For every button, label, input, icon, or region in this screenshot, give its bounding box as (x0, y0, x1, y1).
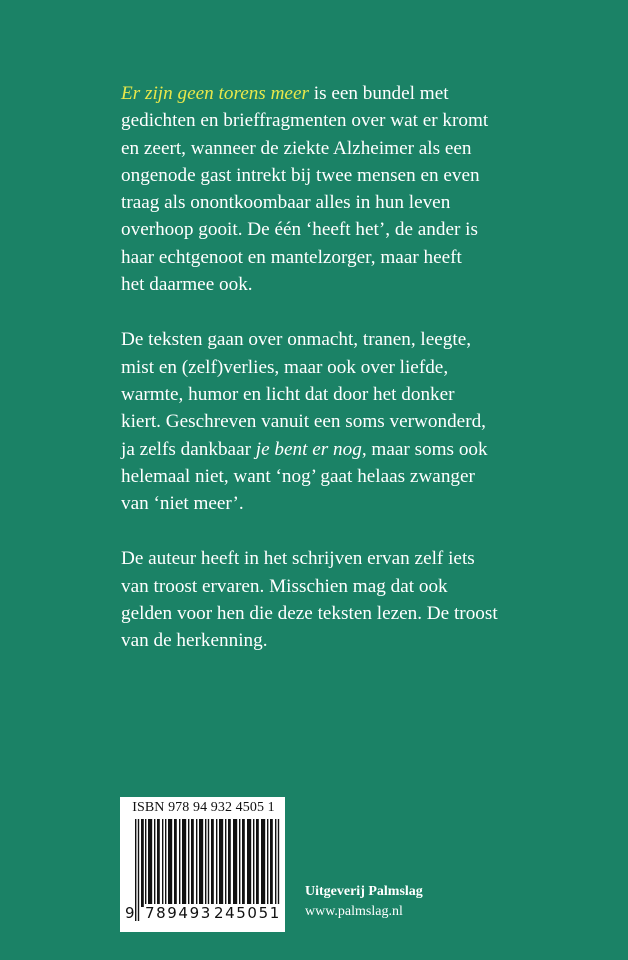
blurb-line: van de herkenning. (121, 630, 268, 652)
barcode-right-digits: 245051 (214, 904, 281, 922)
blurb-line: gedichten en brieffragmenten over wat er kromt (121, 110, 489, 132)
blurb-line: warmte, humor en licht dat door het donker (121, 383, 455, 405)
blurb-line: haar echtgenoot en mantelzorger, maar heeft (121, 246, 462, 268)
blurb-paragraph-3 (121, 545, 541, 654)
blurb-line: gelden voor hen die deze teksten lezen. De troost (121, 603, 498, 625)
publisher-info (305, 882, 423, 922)
publisher-name: Uitgeverij Palmslag (305, 884, 423, 899)
blurb-line (121, 80, 541, 107)
blurb-paragraph-1 (121, 80, 541, 298)
barcode-left-digits: 789493 (145, 904, 212, 922)
blurb-text: is een bundel met (308, 83, 449, 104)
blurb-line: van ‘niet meer’. (121, 493, 244, 515)
blurb-line (121, 436, 541, 463)
blurb-line: ongenode gast intrekt bij twee mensen en even (121, 164, 480, 186)
barcode-lead-digit: 9 (125, 904, 137, 922)
publisher-url: www.palmslag.nl (305, 904, 403, 919)
blurb-line: De auteur heeft in het schrijven ervan zelf iets (121, 548, 475, 570)
blurb-line: en zeert, wanneer de ziekte Alzheimer als een (121, 137, 472, 159)
emphasized-phrase: je bent er nog (255, 438, 362, 460)
blurb-line: overhoop gooit. De één ‘heeft het’, de ander is (121, 219, 478, 241)
blurb-line: mist en (zelf)verlies, maar ook over liefde, (121, 356, 449, 378)
blurb-line: het daarmee ook. (121, 274, 253, 296)
blurb-paragraph-2 (121, 326, 541, 517)
blurb-line: traag als onontkoombaar alles in hun leven (121, 192, 451, 214)
back-cover-blurb (121, 80, 541, 683)
isbn-label: ISBN 978 94 932 4505 1 (132, 800, 275, 815)
blurb-line: De teksten gaan over onmacht, tranen, leegte, (121, 329, 472, 351)
blurb-line: helemaal niet, want ‘nog’ gaat helaas zwanger (121, 465, 475, 487)
blurb-line: kiert. Geschreven vanuit een soms verwonderd, (121, 411, 486, 433)
book-title: Er zijn geen torens meer (121, 83, 309, 104)
blurb-text: ja zelfs dankbaar (121, 438, 256, 460)
blurb-line: van troost ervaren. Misschien mag dat ook (121, 575, 448, 597)
blurb-text: , maar soms ook (361, 438, 488, 460)
isbn-barcode (120, 797, 285, 932)
